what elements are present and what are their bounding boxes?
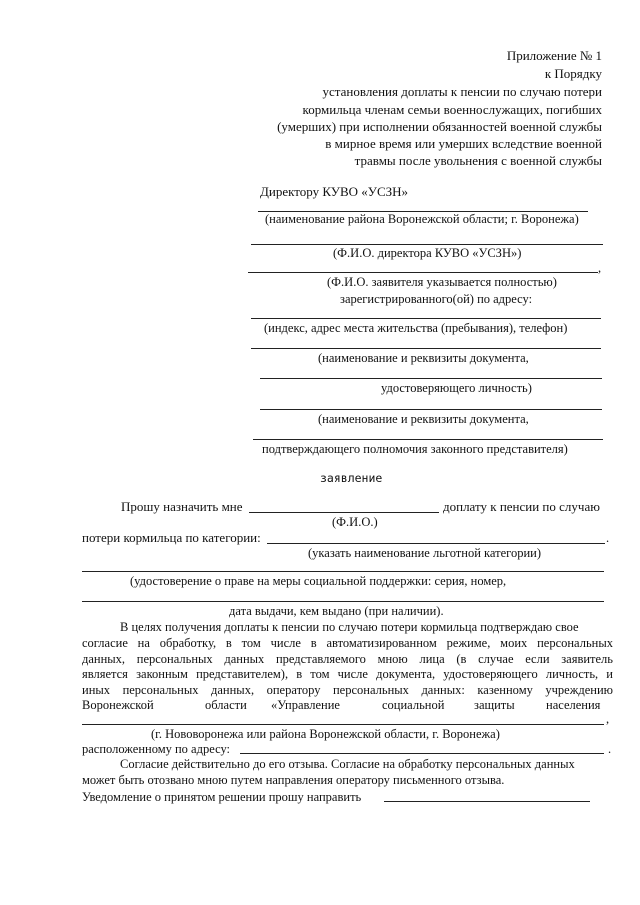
certificate-hint: (удостоверение о праве на меры социальной поддержки: серия, номер, [130,574,507,588]
id-doc-hint-2: удостоверяющего личность) [381,381,532,395]
operator-word-6: населения [546,698,601,712]
located-at-label: расположенному по адресу: [82,742,231,756]
category-prefix: потери кормильца по категории: [82,530,261,545]
appendix-number: Приложение № 1 [506,48,602,63]
to-procedure: к Порядку [544,66,602,81]
operator-word-3: «Управление [271,698,340,712]
registered-at-label: зарегистрированного(ой) по адресу: [340,292,533,306]
validity-line-1: Согласие действительно до его отзыва. Согласие на обработку персональных данных [120,757,575,771]
operator-word-2: области [205,698,247,712]
consent-line-5: иных персональных данных, оператору персональных данных: казенному учреждению [82,683,613,697]
header-line-3: установления доплаты к пенсии по случаю потери [322,84,602,99]
district-hint: (наименование района Воронежской области; г. Воронежа) [265,212,579,226]
request-suffix: доплату к пенсии по случаю [443,499,600,514]
operator-word-4: социальной [382,698,445,712]
address-field-line[interactable] [251,318,601,319]
consent-line-4: является законным представителем), в том числе документа, удостоверяющего личность, и [82,667,613,681]
operator-word-5: защиты [474,698,515,712]
operator-word-1: Воронежской [82,698,154,712]
period-2: . [608,742,612,756]
fio-field-line[interactable] [249,512,439,513]
id-doc-field-line-2[interactable] [260,378,602,379]
operator-field-line[interactable] [82,724,604,725]
applicant-name-field-line[interactable] [248,272,598,273]
notification-label: Уведомление о принятом решении прошу направить [82,790,362,804]
header-line-4: кормильца членам семьи военнослужащих, погибших [302,102,602,117]
header-line-5: (умерших) при исполнении обязанностей военной службы [277,119,602,134]
consent-line-3: данных, персональных данных представляемого мною лица (в случае если заявитель [82,652,613,666]
operator-hint: (г. Нововоронежа или района Воронежской области, г. Воронежа) [151,727,500,741]
certificate-field-line[interactable] [82,571,604,572]
category-hint: (указать наименование льготной категории) [308,546,541,560]
consent-line-2: согласие на обработку, в том числе в автоматизированном режиме, моих персональных [82,636,613,650]
rep-doc-field-line[interactable] [260,409,602,410]
period: . [606,531,610,545]
director-label: Директору КУВО «УСЗН» [260,184,409,199]
category-field-line[interactable] [267,543,605,544]
comma-2: , [606,712,610,726]
rep-doc-hint-2: подтверждающего полномочия законного представителя) [262,442,568,456]
id-doc-hint-1: (наименование и реквизиты документа, [318,351,529,365]
id-doc-field-line[interactable] [251,348,601,349]
consent-line-1: В целях получения доплаты к пенсии по случаю потери кормильца подтверждаю свое [120,620,579,634]
request-prefix: Прошу назначить мне [121,499,243,514]
rep-doc-hint-1: (наименование и реквизиты документа, [318,412,529,426]
address-hint: (индекс, адрес места жительства (пребывания), телефон) [264,321,568,335]
header-line-6: в мирное время или умерших вследствие военной [325,136,602,151]
certificate-field-line-2[interactable] [82,601,604,602]
director-name-hint: (Ф.И.О. директора КУВО «УСЗН») [333,246,522,260]
rep-doc-field-line-2[interactable] [253,439,603,440]
issue-hint: дата выдачи, кем выдано (при наличии). [229,604,444,618]
comma: , [598,261,602,275]
header-line-7: травмы после увольнения с военной службы [354,153,602,168]
fio-hint: (Ф.И.О.) [332,515,378,529]
operator-address-field-line[interactable] [240,753,604,754]
notification-field-line[interactable] [384,801,590,802]
validity-line-2: может быть отозвано мною путем направления оператору письменного отзыва. [82,773,505,787]
applicant-name-hint: (Ф.И.О. заявителя указывается полностью) [327,275,557,289]
document-title: заявление [320,471,383,485]
